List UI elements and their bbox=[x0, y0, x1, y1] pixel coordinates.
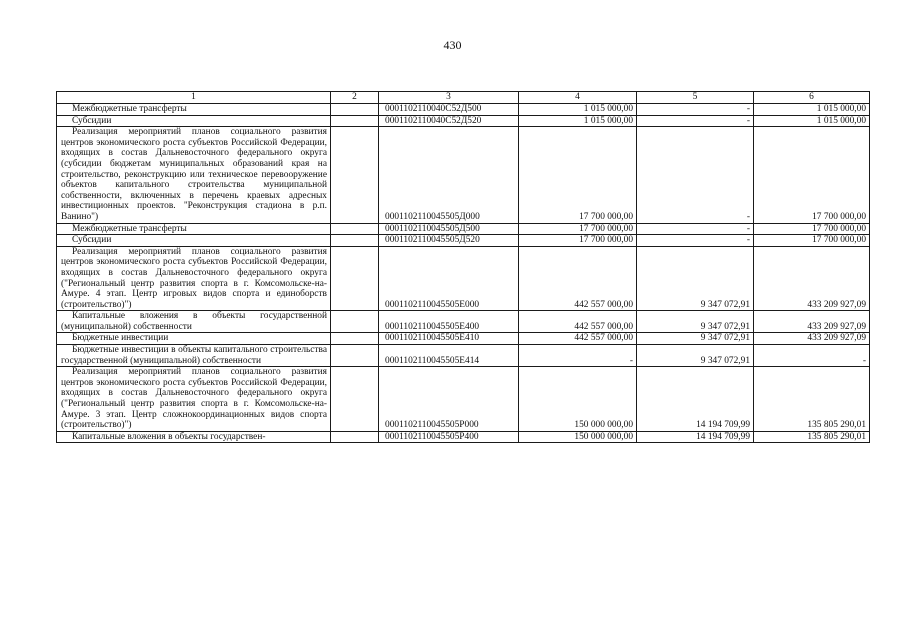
row-col4: 1 015 000,00 bbox=[519, 115, 637, 127]
budget-table bbox=[56, 91, 870, 443]
row-col2 bbox=[331, 115, 379, 127]
row-col2 bbox=[331, 235, 379, 247]
row-col2 bbox=[331, 345, 379, 367]
row-name: Межбюджетные трансферты bbox=[57, 104, 331, 116]
table-row bbox=[57, 115, 870, 127]
row-col5: - bbox=[637, 115, 754, 127]
row-col6: 17 700 000,00 bbox=[754, 223, 870, 235]
row-code: 0001102110040С52Д520 bbox=[379, 115, 519, 127]
row-col5: 9 347 072,91 bbox=[637, 345, 754, 367]
row-name: Реализация мероприятий планов социального развития центров экономического роста субъектов Российской Федерации, входящих в состав Дальневосточного федерального округа ("Региональный центр развития спорта в г. Комсомольске-на-Амуре. 3 этап. Центр сложнокоординационных видов спорта (строительство)") bbox=[57, 367, 331, 432]
row-name: Бюджетные инвестиции в объекты капитального строительства государственной (муниципальной) собственности bbox=[57, 345, 331, 367]
row-col6: 17 700 000,00 bbox=[754, 235, 870, 247]
row-col6: 433 209 927,09 bbox=[754, 246, 870, 311]
table-header-row bbox=[57, 92, 870, 104]
table-row bbox=[57, 333, 870, 345]
table-row bbox=[57, 431, 870, 443]
row-col2 bbox=[331, 223, 379, 235]
table-row bbox=[57, 127, 870, 223]
row-col4: 17 700 000,00 bbox=[519, 235, 637, 247]
row-col5: - bbox=[637, 127, 754, 223]
column-header: 2 bbox=[331, 92, 379, 104]
row-col6: 135 805 290,01 bbox=[754, 367, 870, 432]
table-row bbox=[57, 311, 870, 333]
row-col2 bbox=[331, 246, 379, 311]
row-col6: 1 015 000,00 bbox=[754, 104, 870, 116]
row-col2 bbox=[331, 333, 379, 345]
row-col5: - bbox=[637, 104, 754, 116]
row-name: Капитальные вложения в объекты государственной (муниципальной) собственности bbox=[57, 311, 331, 333]
row-name: Реализация мероприятий планов социального развития центров экономического роста субъектов Российской Федерации, входящих в состав Дальневосточного федерального округа ("Региональный центр развития спорта в г. Комсомольске-на-Амуре. 4 этап. Центр игровых видов спорта и единоборств (строительство)") bbox=[57, 246, 331, 311]
row-col4: 442 557 000,00 bbox=[519, 311, 637, 333]
row-name: Реализация мероприятий планов социального развития центров экономического роста субъектов Российской Федерации, входящих в состав Дальневосточного федерального округа (субсидии бюджетам муниципальных образований края на строительство, реконструкцию или техническое перевооружение объектов капитального строительства муниципальной собственности, включенных в перечень краевых адресных инвестиционных проектов. "Реконструкция стадиона в р.п. Ванино") bbox=[57, 127, 331, 223]
row-code: 0001102110045505Е414 bbox=[379, 345, 519, 367]
column-header: 6 bbox=[754, 92, 870, 104]
row-col4: 17 700 000,00 bbox=[519, 223, 637, 235]
row-col6: 17 700 000,00 bbox=[754, 127, 870, 223]
row-code: 0001102110045505Д500 bbox=[379, 223, 519, 235]
row-col5: - bbox=[637, 223, 754, 235]
row-code: 0001102110045505Е000 bbox=[379, 246, 519, 311]
row-col2 bbox=[331, 127, 379, 223]
row-code: 0001102110040С52Д500 bbox=[379, 104, 519, 116]
row-name: Субсидии bbox=[57, 235, 331, 247]
row-col4: 150 000 000,00 bbox=[519, 431, 637, 443]
column-header: 5 bbox=[637, 92, 754, 104]
row-col4: - bbox=[519, 345, 637, 367]
row-col2 bbox=[331, 367, 379, 432]
row-col5: 14 194 709,99 bbox=[637, 367, 754, 432]
row-col4: 150 000 000,00 bbox=[519, 367, 637, 432]
row-col5: 14 194 709,99 bbox=[637, 431, 754, 443]
row-col6: - bbox=[754, 345, 870, 367]
row-name: Межбюджетные трансферты bbox=[57, 223, 331, 235]
table-row bbox=[57, 367, 870, 432]
row-col5: 9 347 072,91 bbox=[637, 246, 754, 311]
row-col5: 9 347 072,91 bbox=[637, 311, 754, 333]
row-code: 0001102110045505Р000 bbox=[379, 367, 519, 432]
row-code: 0001102110045505Д520 bbox=[379, 235, 519, 247]
row-name: Субсидии bbox=[57, 115, 331, 127]
table-row bbox=[57, 223, 870, 235]
row-col4: 442 557 000,00 bbox=[519, 333, 637, 345]
table-row bbox=[57, 246, 870, 311]
row-code: 0001102110045505Е410 bbox=[379, 333, 519, 345]
table-row bbox=[57, 235, 870, 247]
row-col2 bbox=[331, 311, 379, 333]
row-col2 bbox=[331, 104, 379, 116]
table-row bbox=[57, 104, 870, 116]
row-col6: 433 209 927,09 bbox=[754, 333, 870, 345]
table-row bbox=[57, 345, 870, 367]
row-col4: 17 700 000,00 bbox=[519, 127, 637, 223]
row-col5: 9 347 072,91 bbox=[637, 333, 754, 345]
row-col4: 442 557 000,00 bbox=[519, 246, 637, 311]
row-col2 bbox=[331, 431, 379, 443]
column-header: 4 bbox=[519, 92, 637, 104]
row-code: 0001102110045505Д000 bbox=[379, 127, 519, 223]
row-name: Бюджетные инвестиции bbox=[57, 333, 331, 345]
column-header: 1 bbox=[57, 92, 331, 104]
row-col4: 1 015 000,00 bbox=[519, 104, 637, 116]
column-header: 3 bbox=[379, 92, 519, 104]
row-col5: - bbox=[637, 235, 754, 247]
row-code: 0001102110045505Р400 bbox=[379, 431, 519, 443]
row-code: 0001102110045505Е400 bbox=[379, 311, 519, 333]
row-name: Капитальные вложения в объекты государствен- bbox=[57, 431, 331, 443]
row-col6: 433 209 927,09 bbox=[754, 311, 870, 333]
row-col6: 1 015 000,00 bbox=[754, 115, 870, 127]
row-col6: 135 805 290,01 bbox=[754, 431, 870, 443]
page-number: 430 bbox=[443, 38, 462, 52]
